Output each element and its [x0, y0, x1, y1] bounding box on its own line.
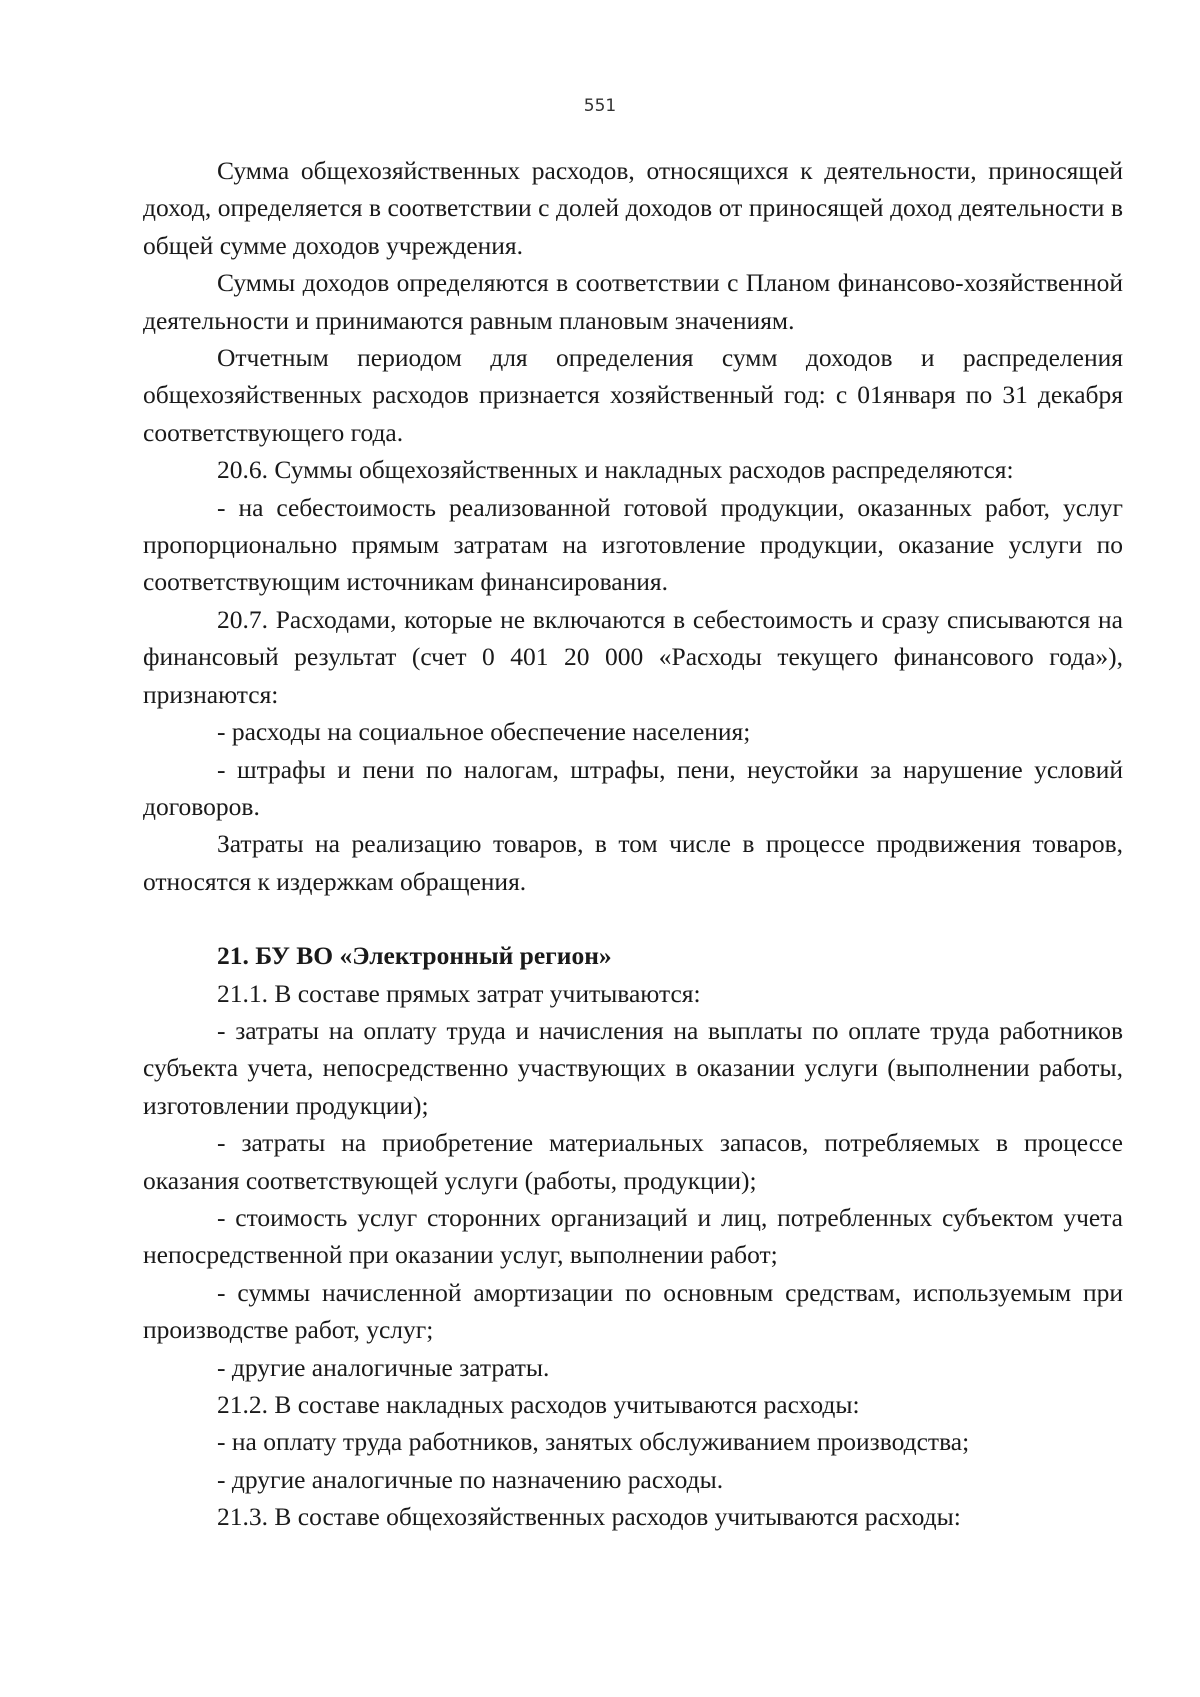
- document-body: [143, 152, 1123, 1536]
- paragraph: Затраты на реализацию товаров, в том числе в процессе продвижения товаров, относятся к издержкам обращения.: [143, 829, 1123, 896]
- paragraph: Суммы доходов определяются в соответствии с Планом финансово-хозяйственной деятельности и принимаются равным плановым значениям.: [143, 268, 1123, 335]
- paragraph: 20.7. Расходами, которые не включаются в себестоимость и сразу списываются на финансовый результат (счет 0 401 20 000 «Расходы текущего финансового года»), признаются:: [143, 604, 1123, 709]
- paragraph: - расходы на социальное обеспечение населения;: [217, 717, 751, 747]
- paragraph: - суммы начисленной амортизации по основным средствам, используемым при производстве работ, услуг;: [143, 1277, 1123, 1345]
- paragraph: - стоимость услуг сторонних организаций и лиц, потребленных субъектом учета непосредственной при оказании услуг, выполнении работ;: [143, 1202, 1123, 1270]
- paragraph: - другие аналогичные по назначению расходы.: [217, 1464, 724, 1494]
- paragraph: Отчетным периодом для определения сумм доходов и распределения общехозяйственных расходов признается хозяйственный год: с 01января по 31 декабря соответствующего года.: [143, 343, 1123, 447]
- paragraph: 21.2. В составе накладных расходов учитываются расходы:: [217, 1390, 860, 1419]
- paragraph: 21.3. В составе общехозяйственных расходов учитываются расходы:: [217, 1502, 961, 1532]
- paragraph: Сумма общехозяйственных расходов, относящихся к деятельности, приносящей доход, определяется в соответствии с долей доходов от приносящей доход деятельности в общей сумме доходов учреждения.: [143, 156, 1123, 260]
- paragraph: 20.6. Суммы общехозяйственных и накладных расходов распределяются:: [217, 455, 1014, 485]
- section-heading: 21. БУ ВО «Электронный регион»: [217, 941, 612, 971]
- paragraph: - затраты на приобретение материальных запасов, потребляемых в процессе оказания соответствующей услуги (работы, продукции);: [143, 1128, 1123, 1195]
- paragraph: 21.1. В составе прямых затрат учитываются:: [217, 978, 701, 1008]
- paragraph: - штрафы и пени по налогам, штрафы, пени, неустойки за нарушение условий договоров.: [143, 754, 1123, 821]
- paragraph: - на себестоимость реализованной готовой продукции, оказанных работ, услуг пропорционально прямым затратам на изготовление продукции, оказание услуги по соответствующим источникам финансирования.: [143, 492, 1123, 597]
- paragraph: - затраты на оплату труда и начисления на выплаты по оплате труда работников субъекта учета, непосредственно участвующих в оказании услуги (выполнении работы, изготовлении продукции);: [143, 1015, 1123, 1120]
- page-number: 551: [583, 96, 617, 116]
- paragraph: - на оплату труда работников, занятых обслуживанием производства;: [217, 1427, 970, 1457]
- paragraph: - другие аналогичные затраты.: [217, 1352, 550, 1382]
